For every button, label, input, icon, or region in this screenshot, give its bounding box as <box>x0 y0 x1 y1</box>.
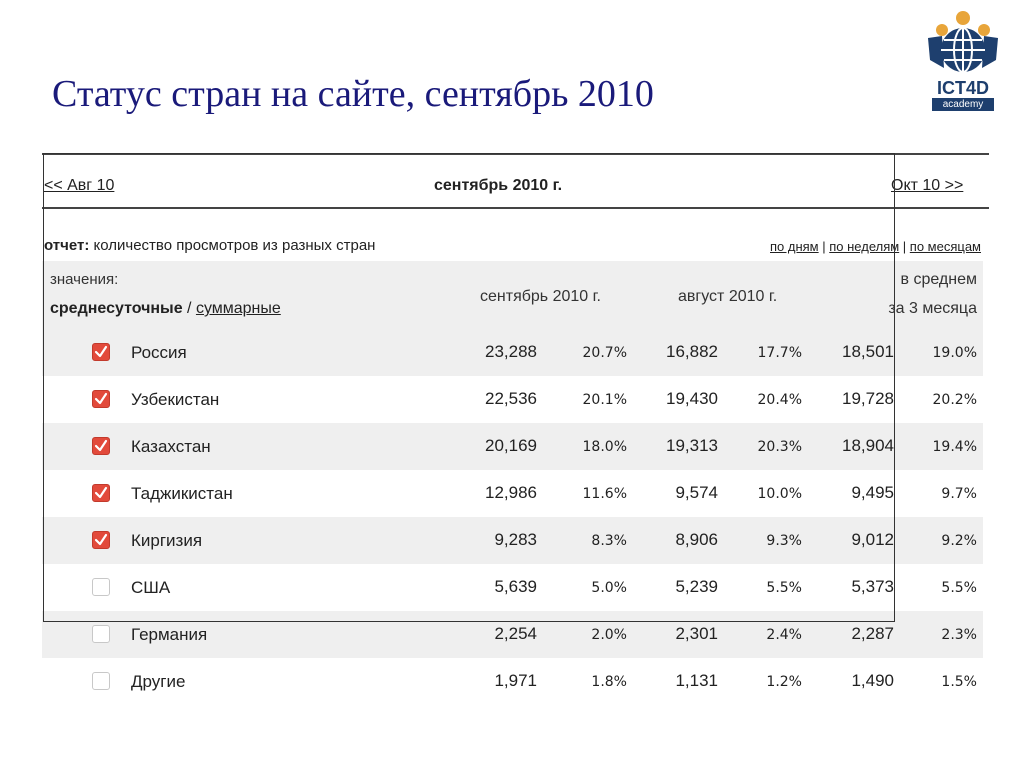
country-name: Другие <box>131 672 186 691</box>
checkmark-icon <box>94 486 108 500</box>
current-share: 18.0% <box>582 439 627 455</box>
previous-views: 19,313 <box>666 436 718 455</box>
average-views: 1,490 <box>851 671 894 690</box>
average-share: 5.5% <box>941 580 977 596</box>
average-share: 1.5% <box>941 674 977 690</box>
average-share: 9.7% <box>941 486 977 502</box>
average-share: 19.4% <box>932 439 977 455</box>
column-header-previous: август 2010 г. <box>678 288 778 305</box>
country-name: Таджикистан <box>131 484 233 503</box>
current-views: 20,169 <box>485 436 537 455</box>
report-text: количество просмотров из разных стран <box>93 237 376 254</box>
report-description <box>44 237 375 254</box>
country-checkbox-checked[interactable] <box>92 531 110 549</box>
by-day-link[interactable]: по дням <box>770 239 819 254</box>
total-mode-link[interactable]: суммарные <box>195 300 281 317</box>
previous-month-link[interactable]: << Авг 10 <box>44 177 115 194</box>
ict4d-logo <box>926 10 1000 114</box>
divider <box>42 153 989 155</box>
table-row <box>42 517 983 564</box>
by-month-link[interactable]: по месяцам <box>909 239 981 254</box>
month-navigation <box>42 157 989 209</box>
country-checkbox-checked[interactable] <box>92 437 110 455</box>
checkmark-icon <box>94 345 108 359</box>
previous-views: 9,574 <box>675 483 718 502</box>
country-name: Германия <box>131 625 208 644</box>
country-report-panel <box>42 153 989 698</box>
average-views: 5,373 <box>851 577 894 596</box>
country-checkbox-checked[interactable] <box>92 343 110 361</box>
link-separator: | <box>899 239 910 254</box>
report-label: отчет: <box>44 237 90 254</box>
link-separator: | <box>818 239 830 254</box>
average-views: 2,287 <box>851 624 894 643</box>
table-row <box>42 611 983 658</box>
previous-views: 2,301 <box>675 624 718 643</box>
country-checkbox[interactable] <box>92 578 110 596</box>
country-name: Казахстан <box>131 437 211 456</box>
previous-share: 1.2% <box>766 674 802 690</box>
column-header-average: в среднем <box>900 271 977 288</box>
average-share: 20.2% <box>932 392 977 408</box>
current-views: 12,986 <box>485 483 537 502</box>
table-row <box>42 658 983 705</box>
table-row <box>42 564 983 611</box>
country-checkbox-checked[interactable] <box>92 484 110 502</box>
next-month-link[interactable]: Окт 10 >> <box>891 177 964 194</box>
average-share: 9.2% <box>941 533 977 549</box>
country-checkbox[interactable] <box>92 625 110 643</box>
previous-share: 9.3% <box>766 533 802 549</box>
by-week-link[interactable]: по неделям <box>829 239 900 254</box>
previous-views: 5,239 <box>675 577 718 596</box>
previous-share: 17.7% <box>757 345 802 361</box>
daily-average-mode[interactable]: среднесуточные <box>50 300 183 317</box>
previous-share: 20.4% <box>757 392 802 408</box>
previous-share: 5.5% <box>766 580 802 596</box>
previous-views: 1,131 <box>675 671 718 690</box>
current-share: 1.8% <box>591 674 627 690</box>
table-row <box>42 376 983 423</box>
country-name: Узбекистан <box>131 390 220 409</box>
current-share: 5.0% <box>591 580 627 596</box>
country-name: Киргизия <box>131 531 203 550</box>
table-row <box>42 423 983 470</box>
previous-share: 20.3% <box>757 439 802 455</box>
previous-views: 19,430 <box>666 389 718 408</box>
period-links <box>770 239 981 254</box>
checkmark-icon <box>94 439 108 453</box>
value-mode-switch <box>50 300 281 318</box>
previous-views: 16,882 <box>666 342 718 361</box>
average-share: 2.3% <box>941 627 977 643</box>
current-share: 2.0% <box>591 627 627 643</box>
column-header-current: сентябрь 2010 г. <box>480 288 601 305</box>
current-month-label: сентябрь 2010 г. <box>434 177 563 194</box>
checkmark-icon <box>94 533 108 547</box>
average-views: 18,904 <box>842 436 894 455</box>
average-share: 19.0% <box>932 345 977 361</box>
current-share: 20.1% <box>582 392 627 408</box>
country-checkbox[interactable] <box>92 672 110 690</box>
current-views: 23,288 <box>485 342 537 361</box>
values-label: значения: <box>50 271 119 288</box>
current-views: 9,283 <box>494 530 537 549</box>
logo-text: ICT4D <box>936 78 989 98</box>
globe-emblem-icon <box>926 10 1000 80</box>
table-row <box>42 470 983 517</box>
average-views: 18,501 <box>842 342 894 361</box>
current-views: 5,639 <box>494 577 537 596</box>
average-views: 9,012 <box>851 530 894 549</box>
current-share: 8.3% <box>591 533 627 549</box>
average-views: 9,495 <box>851 483 894 502</box>
checkmark-icon <box>94 392 108 406</box>
country-table-body <box>42 329 983 705</box>
table-row <box>42 329 983 376</box>
mode-separator: / <box>182 300 196 317</box>
current-share: 20.7% <box>582 345 627 361</box>
current-share: 11.6% <box>582 486 627 502</box>
current-views: 2,254 <box>494 624 537 643</box>
previous-share: 2.4% <box>766 627 802 643</box>
slide-title: Статус стран на сайте, сентябрь 2010 <box>52 73 654 115</box>
column-header-average-period: за 3 месяца <box>888 300 977 317</box>
average-views: 19,728 <box>842 389 894 408</box>
logo-subtext: academy <box>932 98 994 111</box>
country-name: Россия <box>131 343 187 362</box>
country-name: США <box>131 578 171 597</box>
current-views: 22,536 <box>485 389 537 408</box>
previous-share: 10.0% <box>757 486 802 502</box>
current-views: 1,971 <box>494 671 537 690</box>
table-header <box>42 261 983 329</box>
country-checkbox-checked[interactable] <box>92 390 110 408</box>
previous-views: 8,906 <box>675 530 718 549</box>
